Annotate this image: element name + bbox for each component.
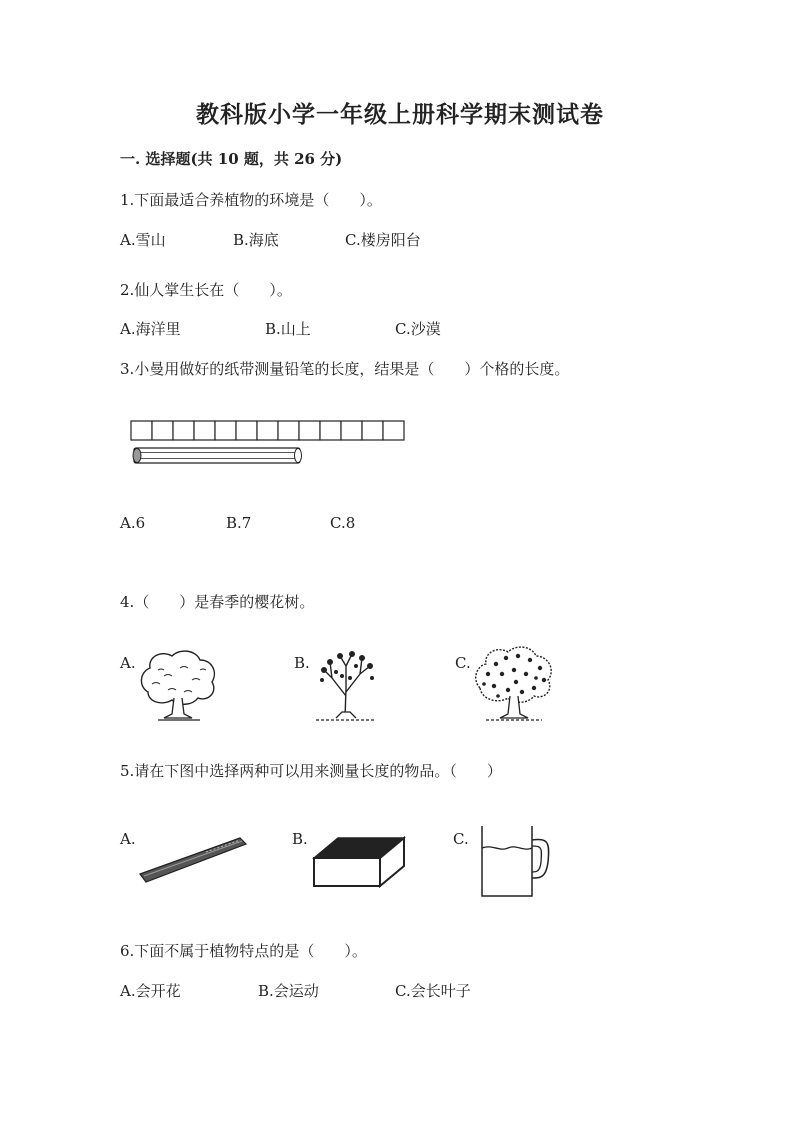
strip-cell <box>194 421 215 440</box>
question-3-option-c[interactable]: C.8 <box>330 514 356 532</box>
strip-cell <box>173 421 194 440</box>
strip-cell <box>236 421 257 440</box>
strip-cell <box>341 421 362 440</box>
section-heading: 一. 选择题(共 10 题，共 26 分) <box>120 150 343 168</box>
question-3-option-b[interactable]: B.7 <box>226 514 252 532</box>
question-5-option-c[interactable]: C. <box>453 830 469 848</box>
strip-cell <box>383 421 404 440</box>
question-1-stem: 1.下面最适合养植物的环境是（ ）。 <box>120 191 382 209</box>
question-2-stem: 2.仙人掌生长在（ ）。 <box>120 281 292 299</box>
question-1-option-c[interactable]: C.楼房阳台 <box>345 231 421 249</box>
question-2-option-c[interactable]: C.沙漠 <box>395 320 441 338</box>
strip-cell <box>278 421 299 440</box>
strip-cell <box>257 421 278 440</box>
strip-cell <box>299 421 320 440</box>
question-3-option-a[interactable]: A.6 <box>120 514 146 532</box>
question-1-option-b[interactable]: B.海底 <box>233 231 279 249</box>
page-title: 教科版小学一年级上册科学期末测试卷 <box>196 101 604 128</box>
question-6-stem: 6.下面不属于植物特点的是（ ）。 <box>120 942 367 960</box>
question-2-option-b[interactable]: B.山上 <box>265 320 311 338</box>
bare-tree-icon[interactable] <box>312 648 382 724</box>
question-5-stem: 5.请在下图中选择两种可以用来测量长度的物品。（ ） <box>120 762 502 780</box>
block-icon[interactable] <box>310 834 408 890</box>
question-4-stem: 4.（ ）是春季的樱花树。 <box>120 593 315 611</box>
strip-cell <box>362 421 383 440</box>
question-4-option-b[interactable]: B. <box>294 654 310 672</box>
blossom-tree-icon[interactable] <box>472 644 556 724</box>
question-5-option-b[interactable]: B. <box>292 830 308 848</box>
strip-cell <box>215 421 236 440</box>
question-3-stem: 3.小曼用做好的纸带测量铅笔的长度，结果是（ ）个格的长度。 <box>120 360 570 378</box>
question-4-option-c[interactable]: C. <box>455 654 471 672</box>
paper-strip-figure <box>130 420 410 470</box>
question-6-option-c[interactable]: C.会长叶子 <box>395 982 471 1000</box>
question-6-option-b[interactable]: B.会运动 <box>258 982 319 1000</box>
pencil-icon <box>133 448 302 463</box>
question-4-option-a[interactable]: A. <box>120 654 136 672</box>
cup-icon[interactable] <box>478 822 552 900</box>
strip-cell <box>131 421 152 440</box>
stick-icon[interactable] <box>136 834 250 886</box>
strip-cell <box>152 421 173 440</box>
strip-cell <box>320 421 341 440</box>
question-6-option-a[interactable]: A.会开花 <box>120 982 181 1000</box>
question-5-option-a[interactable]: A. <box>120 830 136 848</box>
question-2-option-a[interactable]: A.海洋里 <box>120 320 181 338</box>
paper-strip <box>131 421 404 440</box>
leafy-tree-icon[interactable] <box>138 648 220 724</box>
question-1-option-a[interactable]: A.雪山 <box>120 231 166 249</box>
